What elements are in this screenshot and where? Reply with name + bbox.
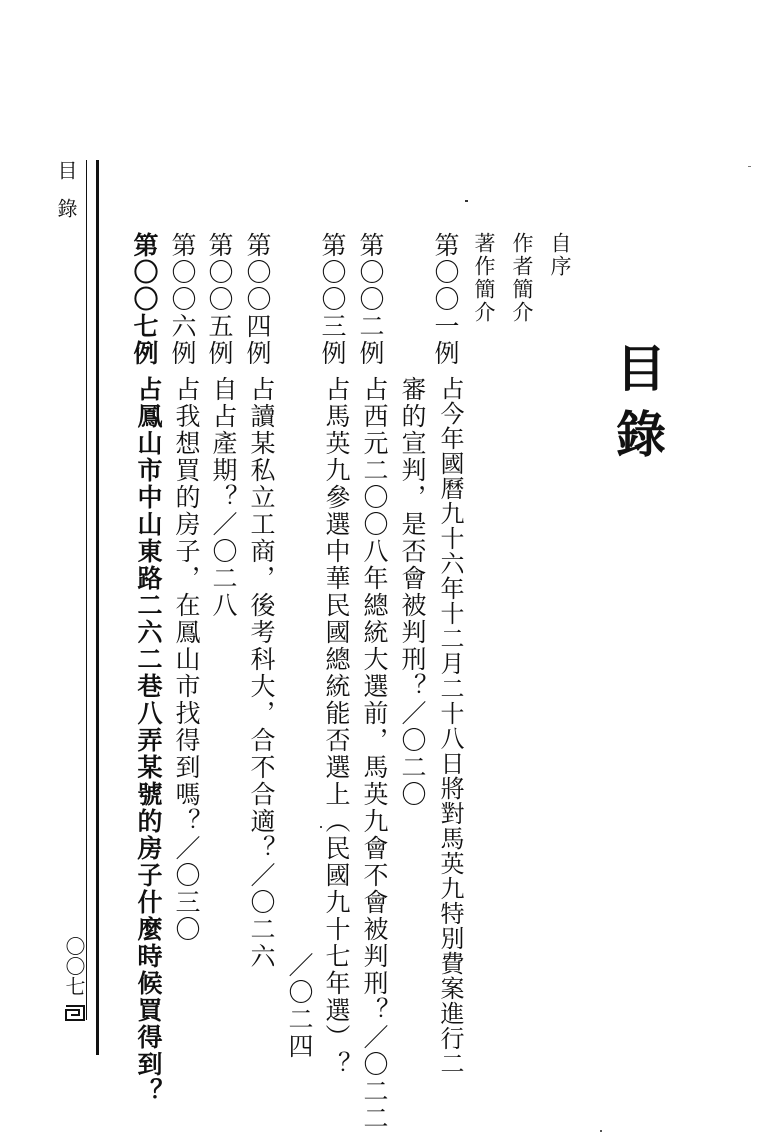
margin-rule-thick — [96, 160, 99, 1055]
scan-speck — [465, 200, 468, 202]
entry-title: 占今年國曆九十六年十二月二十八日將對馬英九特別費案進行二 — [436, 376, 464, 1076]
entry-label: 第〇〇七例 — [130, 232, 159, 367]
entry-title: 自占產期？／〇二八 — [209, 376, 238, 619]
entry-title-cont: ／〇二四 — [285, 952, 314, 1060]
entry-title: 占鳳山市中山東路二六二巷八弄某號的房子什麼時候買得到？ — [134, 376, 163, 1105]
running-header-char-1: 目 — [54, 160, 78, 180]
entry-label: 第〇〇五例 — [205, 232, 234, 367]
entry-label: 第〇〇四例 — [243, 232, 272, 367]
page-title-char-2: 錄 — [608, 408, 667, 462]
running-header — [56, 160, 76, 218]
running-header-char-2: 錄 — [54, 198, 78, 218]
scan-speck — [600, 1130, 602, 1132]
entry-title-cont: 審的宣判，是否會被判刑？／〇二〇 — [398, 376, 427, 808]
page-title-char-1: 目 — [608, 342, 667, 396]
entry-title: 占西元二〇〇八年總統大選前，馬英九會不會被判刑？／〇二二 — [360, 376, 389, 1132]
entry-label: 第〇〇一例 — [431, 232, 460, 367]
page-number: 〇〇七 — [62, 936, 86, 996]
intro-item-preface: 自序 — [548, 232, 572, 278]
intro-item-works: 著作簡介 — [472, 232, 496, 324]
entry-title: 占讀某私立工商，後考科大，合不合適？／〇二六 — [247, 376, 276, 970]
entry-title: 占馬英九參選中華民國總統能否選上（民國九十七年選）？ — [322, 376, 351, 1078]
entry-label: 第〇〇六例 — [168, 232, 197, 367]
page-corner-ornament — [64, 1004, 86, 1022]
page-title — [608, 342, 667, 462]
intro-item-author: 作者簡介 — [510, 232, 534, 324]
scan-speck — [320, 826, 322, 828]
entry-label: 第〇〇二例 — [356, 232, 385, 367]
margin-rule-thin — [86, 160, 87, 1020]
scan-speck — [748, 166, 751, 167]
entry-label: 第〇〇三例 — [318, 232, 347, 367]
entry-title: 占我想買的房子，在鳳山市找得到嗎？／〇三〇 — [172, 376, 201, 943]
